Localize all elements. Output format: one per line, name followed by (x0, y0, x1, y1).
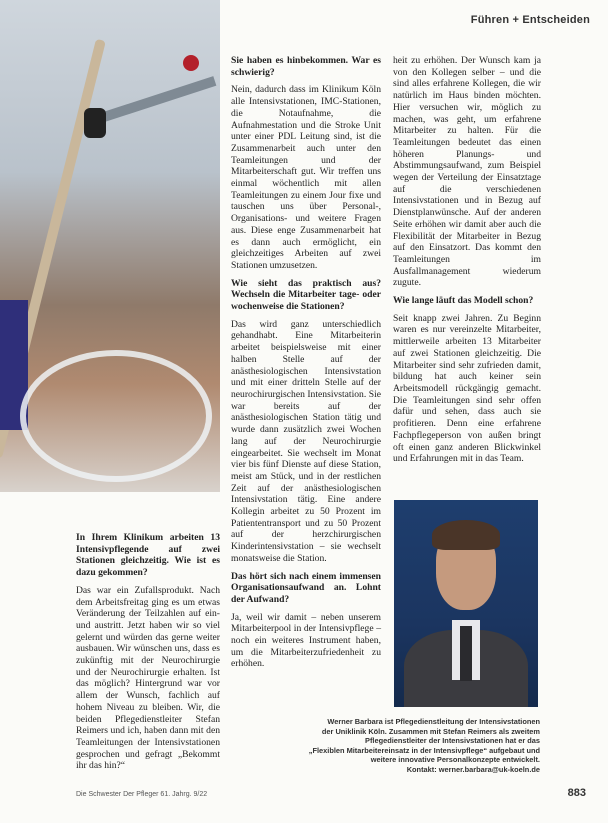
section-label: Führen + Entscheiden (470, 14, 590, 26)
interview-answer: Das wird ganz unterschiedlich gehandhabt. Eine Mitarbeiterin arbeitet beispielsweise mit einer halben Stelle auf der anästhesiologischen Intensivstation und mit einer dritteln Stelle auf der neurochirurgischen Intensivstation. Sie war bereits auf der anästhesiologischen Station tätig und wurde dann zusätzlich zwei Wochen lang auf der Neurochirurgie eingearbeitet. Sie wechselt im Monat vier bis fünf Dienste auf diese Station, meist am Stück, und in der restlichen Zeit auf der anästhesiologischen Intensivstation tätig. Eine andere Kollegin arbeitet zu 50 Prozent im Patiententransport und zu 50 Prozent auf der herzchirurgischen Kinderintensivstation – sie wechselt monatsweise die Station. (231, 318, 381, 564)
article-photo-ventilator (0, 0, 220, 492)
caption-line: Pflegedienstleiter der Intensivstationen hat er das (365, 736, 540, 746)
photo-knob (84, 108, 106, 138)
text-column-2 (231, 55, 381, 676)
text-column-3 (393, 55, 541, 471)
portrait-tie (460, 626, 472, 681)
caption-line: Werner Barbara ist Pflegedienstleitung der Intensivstationen (327, 717, 540, 726)
interview-question: Sie haben es hinbekommen. War es schwierig? (231, 55, 381, 78)
portrait-hair (432, 520, 500, 550)
interview-answer: Ja, weil wir damit – neben unserem Mitarbeiterpool in der Intensivpflege – noch ein weiteres Instrument haben, um die Mitarbeiterzufriedenheit zu erhöhen. (231, 611, 381, 670)
caption-line: weitere innovative Personalkonzepte entwickelt. (370, 755, 540, 765)
interview-answer: heit zu erhöhen. Der Wunsch kam ja von den Kollegen selber – und die sind alles erfahrene Kollegen, die wir natürlich im Haus binden möchten. Hier versuchen wir, möglich zu machen, was geht, um erfahrene Mitarbeiter zu halten. Für die Teamleitungen bedeutet das einen höheren Planungs- und Abstimmungsaufwand, zum Beispiel wegen der Verteilung der Einsatztage auf die verschiedenen Intensivstationen und in Bezug auf Dienstplanwünsche. Auf der anderen Seite erhöhen wir damit aber auch die Flexibilität der Mitarbeiter in Bezug auf den Einsatzort. Das kommt den Teamleitungen im Ausfallmanagement wiederum zugute. (393, 55, 541, 289)
text-column-1 (76, 532, 220, 778)
photo-arm (90, 76, 217, 126)
photo-red-cap (183, 55, 199, 71)
interview-answer: Das war ein Zufallsprodukt. Nach dem Arbeitsfreitag ging es um etwas Veränderung der Teilzahlen auf ein- und austritt. Jetzt haben wir so viel gelernt und würden das gerne weiter ausbauen. Wir wünschen uns, dass es zukünftig mit der Neurochirurgie und der Neurochirurgie erhalten. Ist das möglich? Hintergrund war vor allem der Wunsch, fachlich auf hohem Niveau zu bleiben. Wir, die beiden Pflegedienstleiter Stefan Reimers und ich, haben dann mit den Teamleitungen der Intensivstationen gesprochen und gefragt „Bekommt ihr das hin?“ (76, 584, 220, 772)
interview-question: Wie sieht das praktisch aus? Wechseln die Mitarbeiter tage- oder wochenweise die Stationen? (231, 277, 381, 313)
caption-line: der Uniklinik Köln. Zusammen mit Stefan Reimers als zweitem (321, 726, 540, 736)
interview-question: Wie lange läuft das Modell schon? (393, 295, 534, 307)
interview-answer: Seit knapp zwei Jahren. Zu Beginn waren es nur vereinzelte Mitarbeiter, mittlerweile arbeiten 13 Mitarbeiter auf zwei Stationen gleichzeitig. Die Mitarbeiter sind sehr zufrieden damit, bildung hat auch keiner sein Arbeitsmodell rückgängig gemacht. Die Teamleitungen sind sehr offen dafür und sehen, dass auch sie profitieren. Denn eine erfahrene Fachpflegeperson von außen bringt oft einen ganz anderen Blickwinkel und Erfahrungen mit in das Team. (393, 312, 541, 465)
caption-line: „Flexiblen Mitarbeitereinsatz in der Intensivpflege“ aufgebaut und (308, 745, 540, 755)
caption-contact: Kontakt: werner.barbara@uk-koeln.de (406, 764, 540, 774)
page-number: 883 (567, 787, 586, 799)
photo-tube (20, 350, 212, 482)
photo-caption (252, 717, 540, 775)
author-portrait (394, 500, 538, 707)
interview-question: Das hört sich nach einem immensen Organisationsaufwand an. Lohnt der Aufwand? (231, 570, 381, 605)
journal-footer: Die Schwester Der Pfleger 61. Jahrg. 9/22 (76, 791, 208, 798)
interview-answer: Nein, dadurch dass im Klinikum Köln alle Intensivstationen, IMC-Stationen, die Notaufnahme, die Aufnahmestation und die Stroke Unit unter einer PDL Leitung sind, ist die Zusammenarbeit auch unter den Teamleitungen und der Mitarbeiterschaft gut. Wir treffen uns einmal wöchentlich mit allen Teamleitungen zu einem Jour fixe und tauschen uns über Personal-, Organisations- und weitere Fragen aus. Diese enge Zusammenarbeit hat es dann auch ermöglicht, ein gleichzeitiges Arbeiten auf zwei Stationen umzusetzen. (231, 84, 381, 271)
interview-question: In Ihrem Klinikum arbeiten 13 Intensivpflegende auf zwei Stationen gleichzeitig. Wie ist es dazu gekommen? (76, 532, 220, 579)
